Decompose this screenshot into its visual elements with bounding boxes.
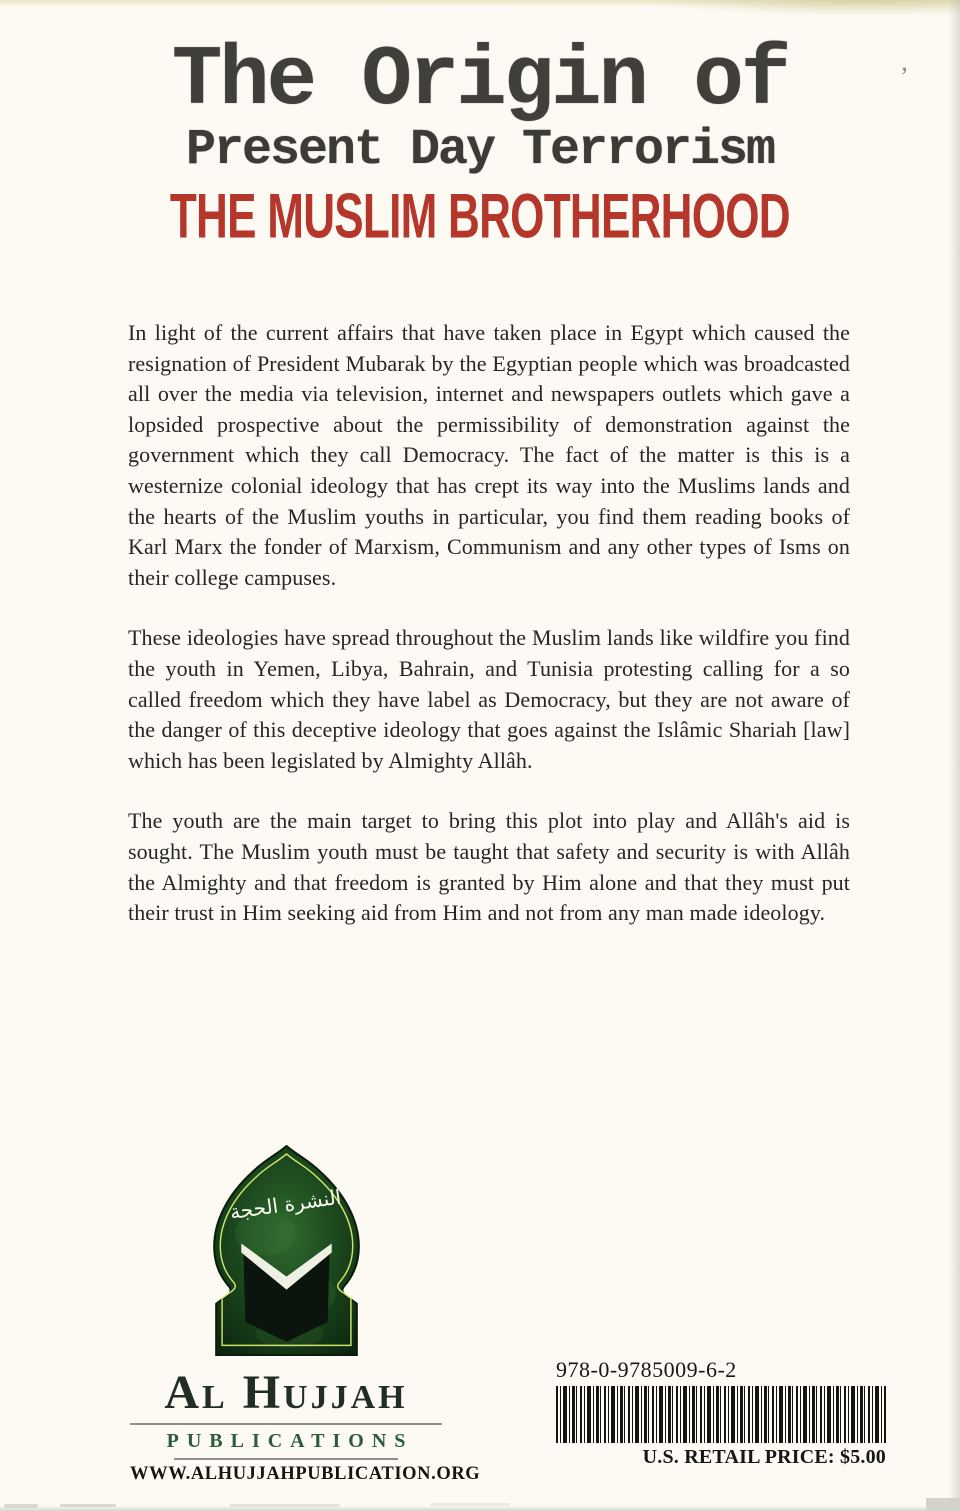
synopsis [128, 318, 850, 959]
title-block [0, 34, 960, 252]
book-title [0, 181, 960, 252]
scan-smudge [230, 1504, 340, 1507]
synopsis-paragraph-1: In light of the current affairs that have taken place in Egypt which caused the resignation of President Mubarak by the Egyptian people which was broadcasted all over the media via television, internet and newspapers outlets which gave a lopsided prospective about the permissibility of demonstration against the government which they call Democracy. The fact of the matter is this is a westernize colonial ideology that has crept its way into the Muslims lands and the hearts of the Muslim youths in particular, you find them reading books of Karl Marx the fonder of Marxism, Communism and any other types of Isms on their college campuses. [128, 320, 850, 590]
publisher-subtitle: PUBLICATIONS [166, 1430, 414, 1452]
publisher-logo [205, 1143, 368, 1362]
divider [130, 1423, 442, 1425]
retail-block [556, 1357, 886, 1469]
synopsis-paragraph-2: These ideologies have spread throughout the Muslim lands like wildfire you find the youth in Yemen, Libya, Bahrain, and Tunisia protesting calling for a so called freedom which they have label as Democracy, but they are not aware of the danger of this deceptive ideology that goes against the Islâmic Shariah [law] which has been legislated by Almighty Allâh. [128, 625, 850, 773]
scan-edge-bottom [0, 1506, 960, 1511]
scan-speck: ’ [900, 62, 909, 91]
isbn-number: 978-0-9785009-6-2 [556, 1357, 737, 1382]
synopsis-paragraph-3: The youth are the main target to bring this plot into play and Allâh's aid is sought. The Muslim youth must be taught that safety and security is with Allâh the Almighty and that freedom is granted by Him alone and that they must put their trust in Him seeking aid from Him and not from any man made ideology. [128, 808, 850, 926]
scan-smudge [4, 1504, 38, 1508]
publisher-website: WWW.ALHUJJAHPUBLICATION.ORG [130, 1464, 481, 1484]
series-title-line-1: The Origin of [171, 34, 789, 129]
publisher-name: Al Hujjah [164, 1366, 408, 1419]
scan-edge-top-right [640, 0, 960, 16]
scan-smudge [60, 1504, 116, 1507]
scan-corner-bottom-right [926, 1498, 960, 1511]
publisher-block [130, 1143, 481, 1485]
arabic-calligraphy: النشرة الحجة [227, 1184, 343, 1225]
book-title-text: THE MUSLIM BROTHERHOOD [170, 181, 790, 252]
barcode [556, 1386, 886, 1443]
divider [174, 1458, 399, 1460]
series-title-line-2: Present Day Terrorism [185, 122, 775, 179]
scan-smudge [430, 1503, 510, 1506]
retail-price: U.S. RETAIL PRICE: $5.00 [642, 1446, 886, 1468]
